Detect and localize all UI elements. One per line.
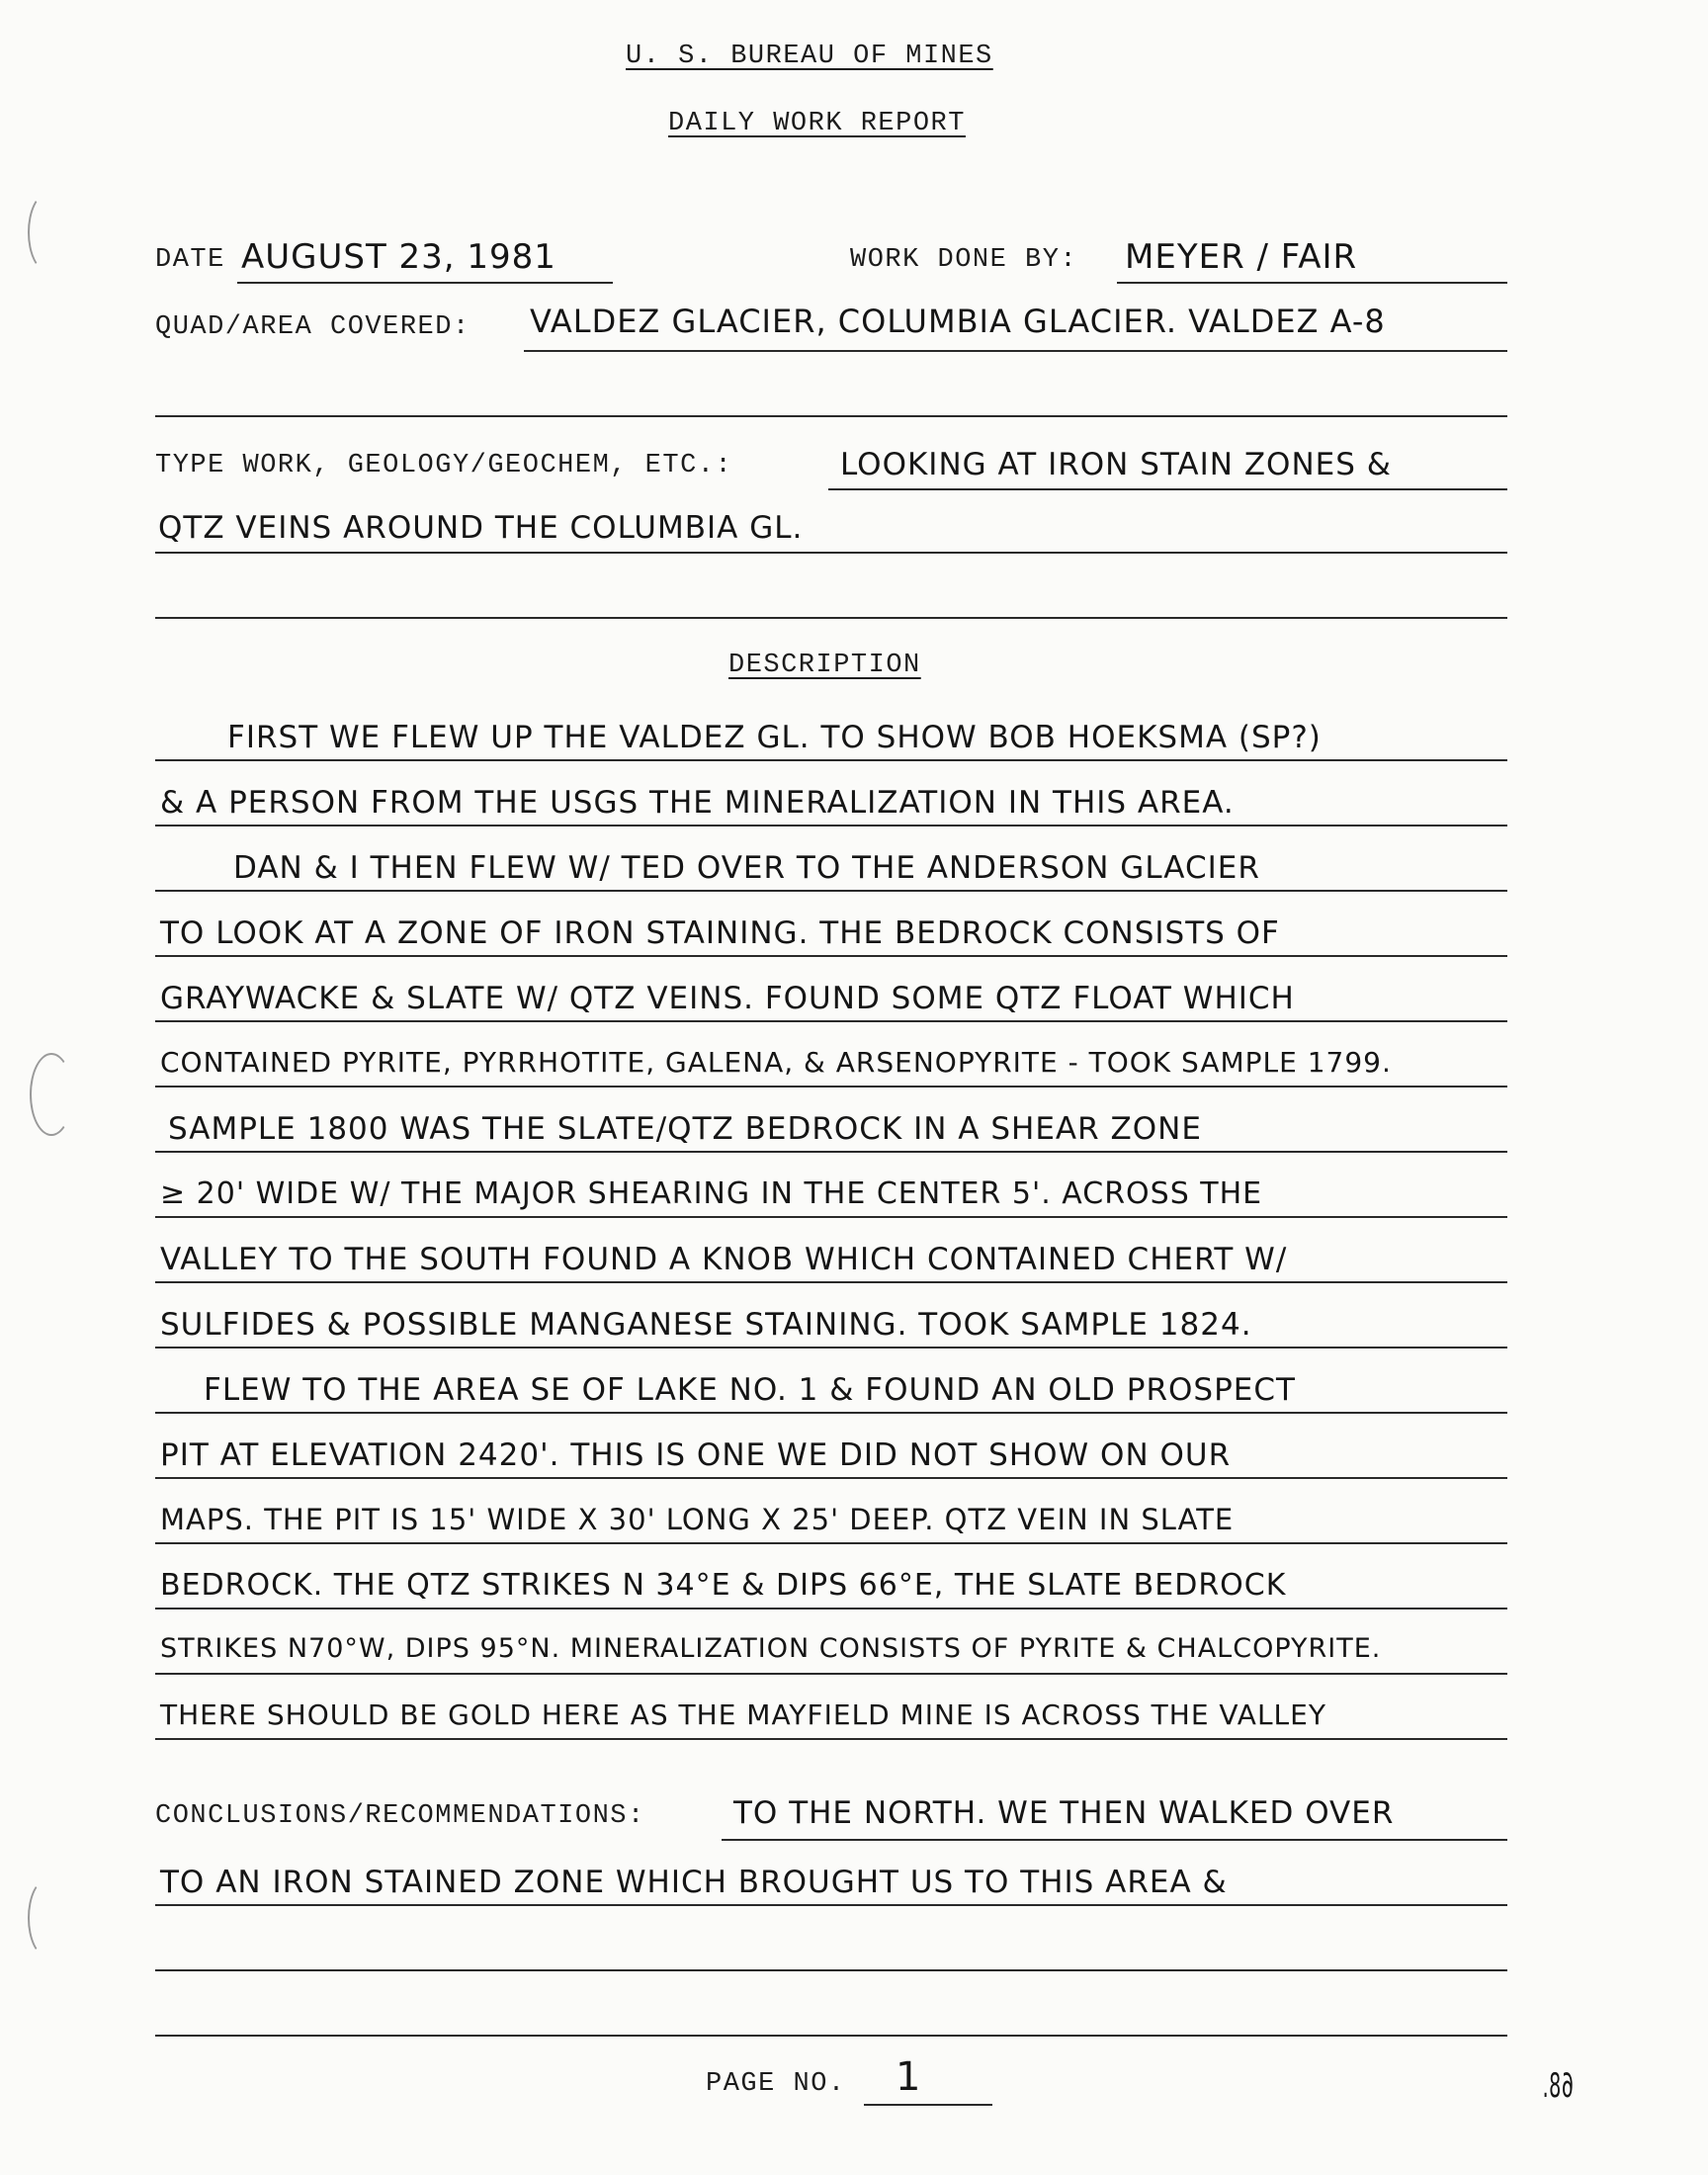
desc-rule: [155, 1412, 1507, 1414]
punch-hole-middle: [30, 1053, 73, 1136]
page-number-line: [864, 2104, 992, 2106]
type-work-value-1: LOOKING AT IRON STAIN ZONES &: [840, 447, 1392, 482]
blank-line-4: [155, 2035, 1507, 2037]
description-line: DAN & I THEN FLEW W/ TED OVER TO THE ANDERSON GLACIER: [233, 850, 1260, 886]
description-line: FIRST WE FLEW UP THE VALDEZ GL. TO SHOW BOB HOEKSMA (SP?): [227, 720, 1322, 755]
desc-rule: [155, 1347, 1507, 1348]
date-label: DATE: [155, 245, 225, 275]
description-line: STRIKES N70°W, DIPS 95°N. MINERALIZATION CONSISTS OF PYRITE & CHALCOPYRITE.: [160, 1633, 1382, 1664]
work-done-by-value: MEYER / FAIR: [1125, 237, 1358, 277]
blank-line-2: [155, 617, 1507, 619]
work-done-by-line: [1117, 282, 1507, 284]
desc-rule: [155, 1477, 1507, 1479]
desc-rule: [155, 1738, 1507, 1740]
desc-rule: [155, 1216, 1507, 1218]
description-line: TO LOOK AT A ZONE OF IRON STAINING. THE BEDROCK CONSISTS OF: [160, 915, 1280, 951]
work-done-by-label: WORK DONE BY:: [850, 245, 1078, 275]
blank-line-3: [155, 1969, 1507, 1971]
description-line: GRAYWACKE & SLATE W/ QTZ VEINS. FOUND SOME QTZ FLOAT WHICH: [160, 981, 1295, 1016]
desc-rule: [155, 1020, 1507, 1022]
conclusions-line-2: [155, 1904, 1507, 1906]
description-line: SAMPLE 1800 WAS THE SLATE/QTZ BEDROCK IN A SHEAR ZONE: [168, 1111, 1202, 1147]
description-line: THERE SHOULD BE GOLD HERE AS THE MAYFIELD MINE IS ACROSS THE VALLEY: [160, 1698, 1326, 1731]
desc-rule: [155, 1673, 1507, 1675]
punch-hole-bottom: [28, 1878, 67, 1958]
description-line: ≥ 20' WIDE W/ THE MAJOR SHEARING IN THE CENTER 5'. ACROSS THE: [160, 1176, 1263, 1211]
corner-page-number: 68.: [1541, 2066, 1574, 2106]
type-work-value-2: QTZ VEINS AROUND THE COLUMBIA GL.: [158, 510, 804, 546]
report-title: DAILY WORK REPORT: [668, 109, 966, 138]
page-number-value: 1: [896, 2054, 922, 2100]
desc-rule: [155, 825, 1507, 826]
desc-rule: [155, 1608, 1507, 1610]
desc-rule: [155, 1086, 1507, 1088]
description-line: FLEW TO THE AREA SE OF LAKE NO. 1 & FOUND AN OLD PROSPECT: [204, 1372, 1296, 1408]
type-work-line-1: [828, 488, 1507, 490]
conclusions-value-1: TO THE NORTH. WE THEN WALKED OVER: [733, 1795, 1395, 1831]
desc-rule: [155, 890, 1507, 892]
description-line: VALLEY TO THE SOUTH FOUND A KNOB WHICH CONTAINED CHERT W/: [160, 1242, 1288, 1277]
description-heading: DESCRIPTION: [728, 651, 921, 680]
description-line: SULFIDES & POSSIBLE MANGANESE STAINING. TOOK SAMPLE 1824.: [160, 1307, 1252, 1343]
description-line: CONTAINED PYRITE, PYRRHOTITE, GALENA, & ARSENOPYRITE - TOOK SAMPLE 1799.: [160, 1046, 1392, 1079]
agency-title: U. S. BUREAU OF MINES: [626, 42, 993, 71]
desc-rule: [155, 759, 1507, 761]
quad-area-line: [524, 350, 1507, 352]
type-work-label: TYPE WORK, GEOLOGY/GEOCHEM, ETC.:: [155, 451, 733, 480]
desc-rule: [155, 1281, 1507, 1283]
description-line: & A PERSON FROM THE USGS THE MINERALIZATION IN THIS AREA.: [160, 785, 1235, 821]
desc-rule: [155, 955, 1507, 957]
description-line: BEDROCK. THE QTZ STRIKES N 34°E & DIPS 66°E, THE SLATE BEDROCK: [160, 1568, 1287, 1603]
type-work-line-2: [155, 552, 1507, 554]
conclusions-line-1: [722, 1839, 1507, 1841]
conclusions-value-2: TO AN IRON STAINED ZONE WHICH BROUGHT US TO THIS AREA &: [160, 1865, 1228, 1900]
blank-line-1: [155, 415, 1507, 417]
conclusions-label: CONCLUSIONS/RECOMMENDATIONS:: [155, 1801, 645, 1831]
punch-hole-top: [28, 193, 67, 272]
quad-area-label: QUAD/AREA COVERED:: [155, 312, 470, 342]
date-value: AUGUST 23, 1981: [241, 237, 556, 277]
description-line: PIT AT ELEVATION 2420'. THIS IS ONE WE DID NOT SHOW ON OUR: [160, 1437, 1232, 1473]
description-line: MAPS. THE PIT IS 15' WIDE X 30' LONG X 25' DEEP. QTZ VEIN IN SLATE: [160, 1503, 1235, 1536]
desc-rule: [155, 1151, 1507, 1153]
page-number-label: PAGE NO.: [706, 2069, 846, 2099]
quad-area-value: VALDEZ GLACIER, COLUMBIA GLACIER. VALDEZ A-8: [530, 303, 1386, 340]
desc-rule: [155, 1542, 1507, 1544]
date-line: [237, 282, 613, 284]
